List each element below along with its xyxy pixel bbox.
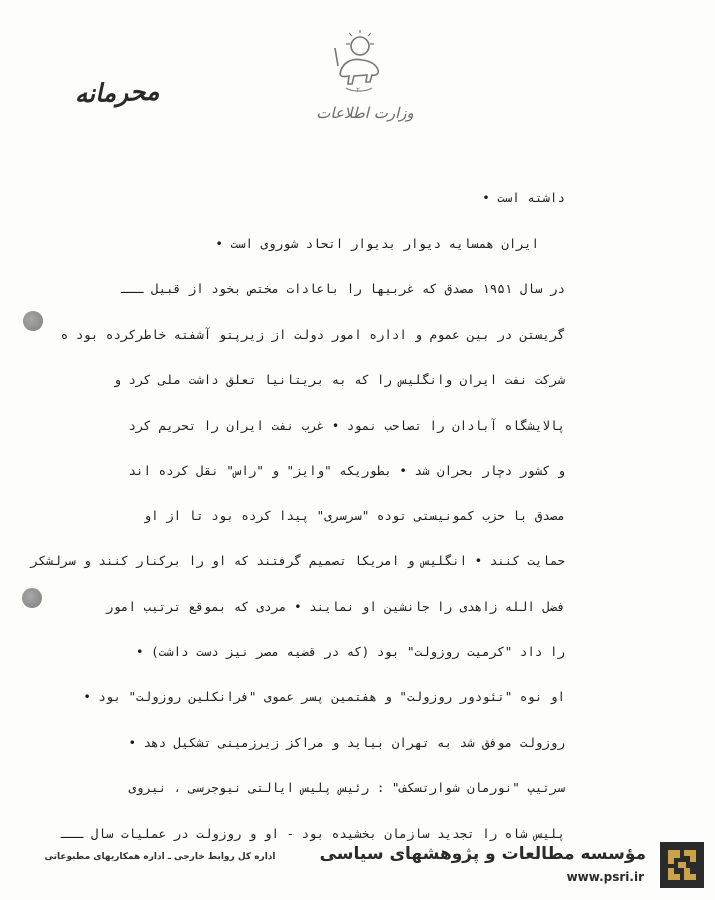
body-line-6: پالایشگاه آبادان را تصاحب نمود • غرب نفت ایران را تحریم کرد xyxy=(128,418,565,433)
body-line-4: گریستن در بین عموم و اداره امور دولت از زیرپتو آشفته خاطرکرده بود ه xyxy=(60,327,565,342)
body-line-13: روزولت موفق شد به تهران بیاید و مراکز زیرزمینی تشکیل دهد • xyxy=(128,735,565,750)
body-line-12: او نوه "تئودور روزولت" و هفتمین پسر عموی "فرانکلین روزولت" بود • xyxy=(83,689,565,704)
emblem-number: ۲ xyxy=(356,86,360,94)
body-line-8: مصدق با حزب کمونیستی توده "سرسری" پیدا کرده بود تا از او xyxy=(143,508,565,523)
body-line-15: پلیس شاه را تجدید سازمان بخشیده بود - او و روزولت در عملیات سال ـــ xyxy=(60,826,565,841)
body-line-1: داشته است • xyxy=(482,190,565,205)
body-line-14: سرتیپ "نورمان شوارتسکف" : رئیس پلیس ایالتی نیوجرسی ، نیروی xyxy=(128,780,565,795)
body-line-9: حمایت کنند • انگلیس و امریکا تصمیم گرفتند که او را برکنار کنند و سرلشکر xyxy=(30,553,565,568)
body-line-7: و کشور دچار بحران شد • بطوریکه "وایز" و "راس" نقل کرده اند xyxy=(128,463,565,478)
punch-hole-bottom xyxy=(22,588,42,608)
ministry-title: وزارت اطلاعات xyxy=(316,104,414,122)
punch-hole-top xyxy=(23,311,43,331)
institute-watermark xyxy=(319,838,706,894)
institute-logo-icon xyxy=(660,842,704,888)
confidential-stamp: محرمانه xyxy=(74,76,160,109)
institute-name: مؤسسه مطالعات و پژوهشهای سیاسی xyxy=(319,844,646,864)
body-line-3: در سال ۱۹۵۱ مصدق که غربیها را باعادات مختص بخود از قبیل ـــ xyxy=(120,281,565,296)
body-line-11: را داد "کرمیت روزولت" بود (که در قضیه مصر نیز دست داشت) • xyxy=(136,644,565,659)
institute-url[interactable]: www.psri.ir xyxy=(566,870,644,884)
body-line-10: فضل الله زاهدی را جانشین او نمایند • مردی که بموقع ترتیب امور xyxy=(105,599,565,614)
body-line-5: شرکت نفت ایران وانگلیس را که به بریتانیا تعلق داشت ملی کرد و xyxy=(113,372,565,387)
footer-department: اداره کل روابط خارجی ـ اداره همکاریهای مطبوعاتی xyxy=(44,852,276,862)
body-line-2: ایران همسایه دیوار بدیوار اتحاد شوروی است • xyxy=(215,236,539,251)
